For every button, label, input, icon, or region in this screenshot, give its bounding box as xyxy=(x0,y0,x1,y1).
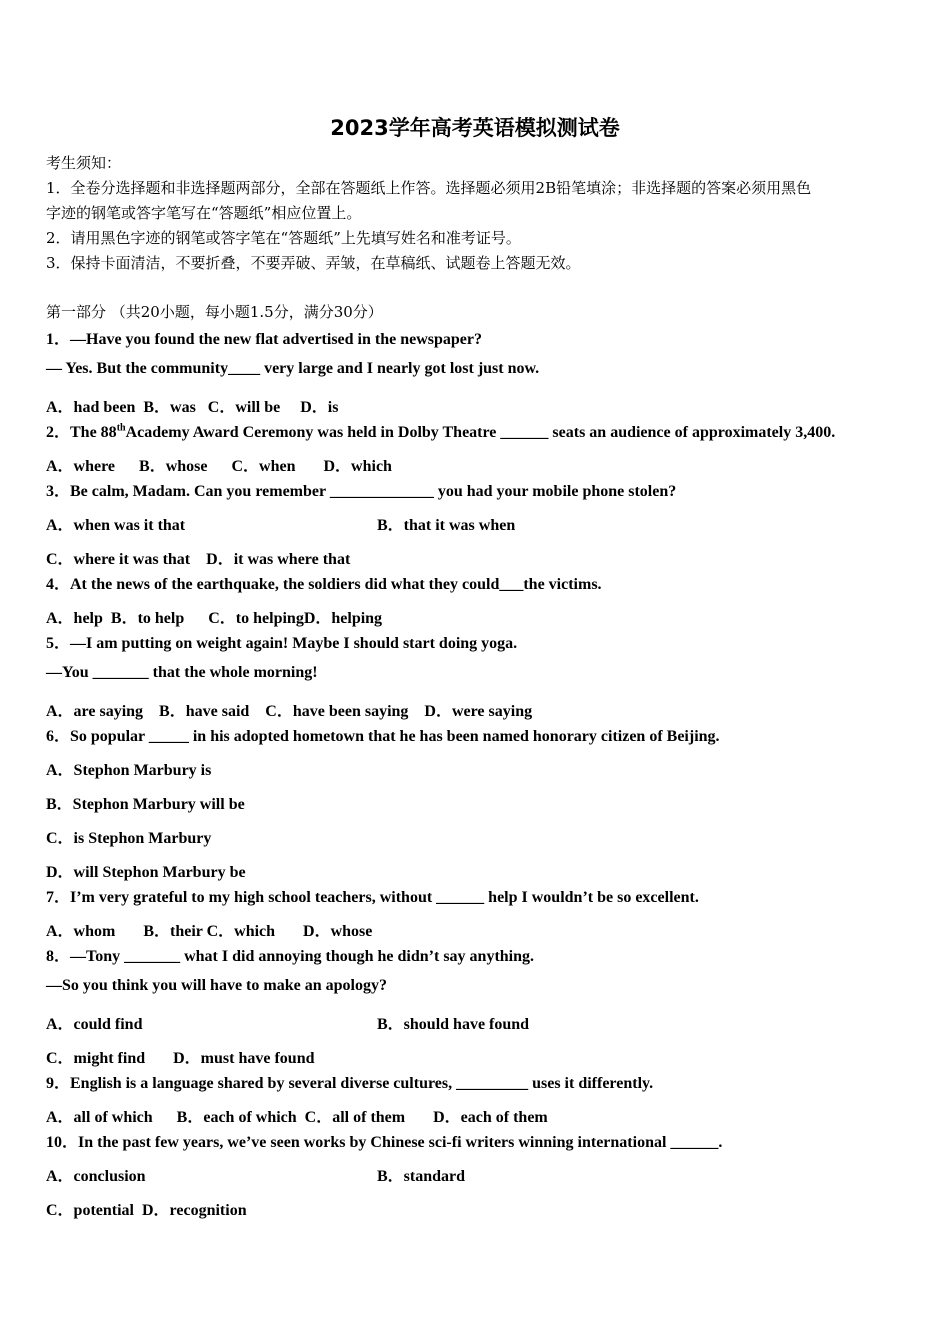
q7-options: A．whom B．their C．which D．whose xyxy=(46,923,373,940)
q8-stem: 8．—Tony _______ what I did annoying though he didn’t say anything. xyxy=(46,948,535,965)
q1-options: A．had been B．was C．will be D．is xyxy=(46,399,339,416)
notice-item-2: 2．请用黑色字迹的钢笔或答字笔在“答题纸”上先填写姓名和准考证号。 xyxy=(46,229,521,247)
q6-option-d: D．will Stephon Marbury be xyxy=(46,864,246,881)
q6-option-c: C．is Stephon Marbury xyxy=(46,830,212,847)
q1-reply: — Yes. But the community____ very large and I nearly got lost just now. xyxy=(46,360,540,377)
q7-stem: 7．I’m very grateful to my high school teachers, without ______ help I wouldn’t be so excellent. xyxy=(46,889,699,906)
q3-option-a: A．when was it that xyxy=(46,517,186,534)
q5-stem: 5．—I am putting on weight again! Maybe I should start doing yoga. xyxy=(46,635,518,652)
q8-option-b: B．should have found xyxy=(377,1016,530,1033)
q5-options: A．are saying B．have said C．have been saying D．were saying xyxy=(46,703,533,720)
q6-stem: 6．So popular _____ in his adopted hometown that he has been named honorary citizen of Beijing. xyxy=(46,728,720,745)
q9-options: A．all of which B．each of which C．all of them D．each of them xyxy=(46,1109,548,1126)
q2-options: A．where B．whose C．when D．which xyxy=(46,458,392,475)
q10-stem: 10．In the past few years, we’ve seen works by Chinese sci-fi writers winning international ______. xyxy=(46,1134,723,1151)
q5-reply: —You _______ that the whole morning! xyxy=(46,664,318,681)
q8-options-cd: C．might find D．must have found xyxy=(46,1050,315,1067)
q2-stem xyxy=(46,419,904,442)
q10-options-cd: C．potential D．recognition xyxy=(46,1202,247,1219)
q6-option-b: B．Stephon Marbury will be xyxy=(46,796,245,813)
notice-heading: 考生须知： xyxy=(46,154,122,172)
notice-item-1-cont: 字迹的钢笔或答字笔写在“答题纸”相应位置上。 xyxy=(46,204,362,222)
section-heading: 第一部分 （共20小题，每小题1.5分，满分30分） xyxy=(46,303,383,321)
q3-stem: 3．Be calm, Madam. Can you remember _____________ you had your mobile phone stolen? xyxy=(46,483,677,500)
notice-item-3: 3．保持卡面清洁，不要折叠，不要弄破、弄皱，在草稿纸、试题卷上答题无效。 xyxy=(46,254,581,272)
q4-stem: 4．At the news of the earthquake, the soldiers did what they could___the victims. xyxy=(46,576,602,593)
q10-option-b: B．standard xyxy=(377,1168,466,1185)
notice-item-1: 1．全卷分选择题和非选择题两部分，全部在答题纸上作答。选择题必须用2B铅笔填涂；非选择题的答案必须用黑色 xyxy=(46,179,812,197)
q4-options: A．help B．to help C．to helpingD．helping xyxy=(46,610,383,627)
q2-stem-post: Academy Award Ceremony was held in Dolby Theatre ______ seats an audience of approximately 3,400. xyxy=(125,424,836,441)
q1-stem: 1．—Have you found the new flat advertised in the newspaper? xyxy=(46,331,483,348)
q8-option-a: A．could find xyxy=(46,1016,143,1033)
q8-reply: —So you think you will have to make an apology? xyxy=(46,977,387,994)
q10-option-a: A．conclusion xyxy=(46,1168,146,1185)
q2-stem-sup: th xyxy=(116,422,126,434)
page-title: 2023学年高考英语模拟测试卷 xyxy=(330,116,620,140)
q3-options-cd: C．where it was that D．it was where that xyxy=(46,551,351,568)
q3-option-b: B．that it was when xyxy=(377,517,516,534)
q9-stem: 9．English is a language shared by several diverse cultures, _________ uses it differently. xyxy=(46,1075,654,1092)
q6-option-a: A．Stephon Marbury is xyxy=(46,762,212,779)
q2-stem-pre: 2．The 88 xyxy=(46,424,117,441)
